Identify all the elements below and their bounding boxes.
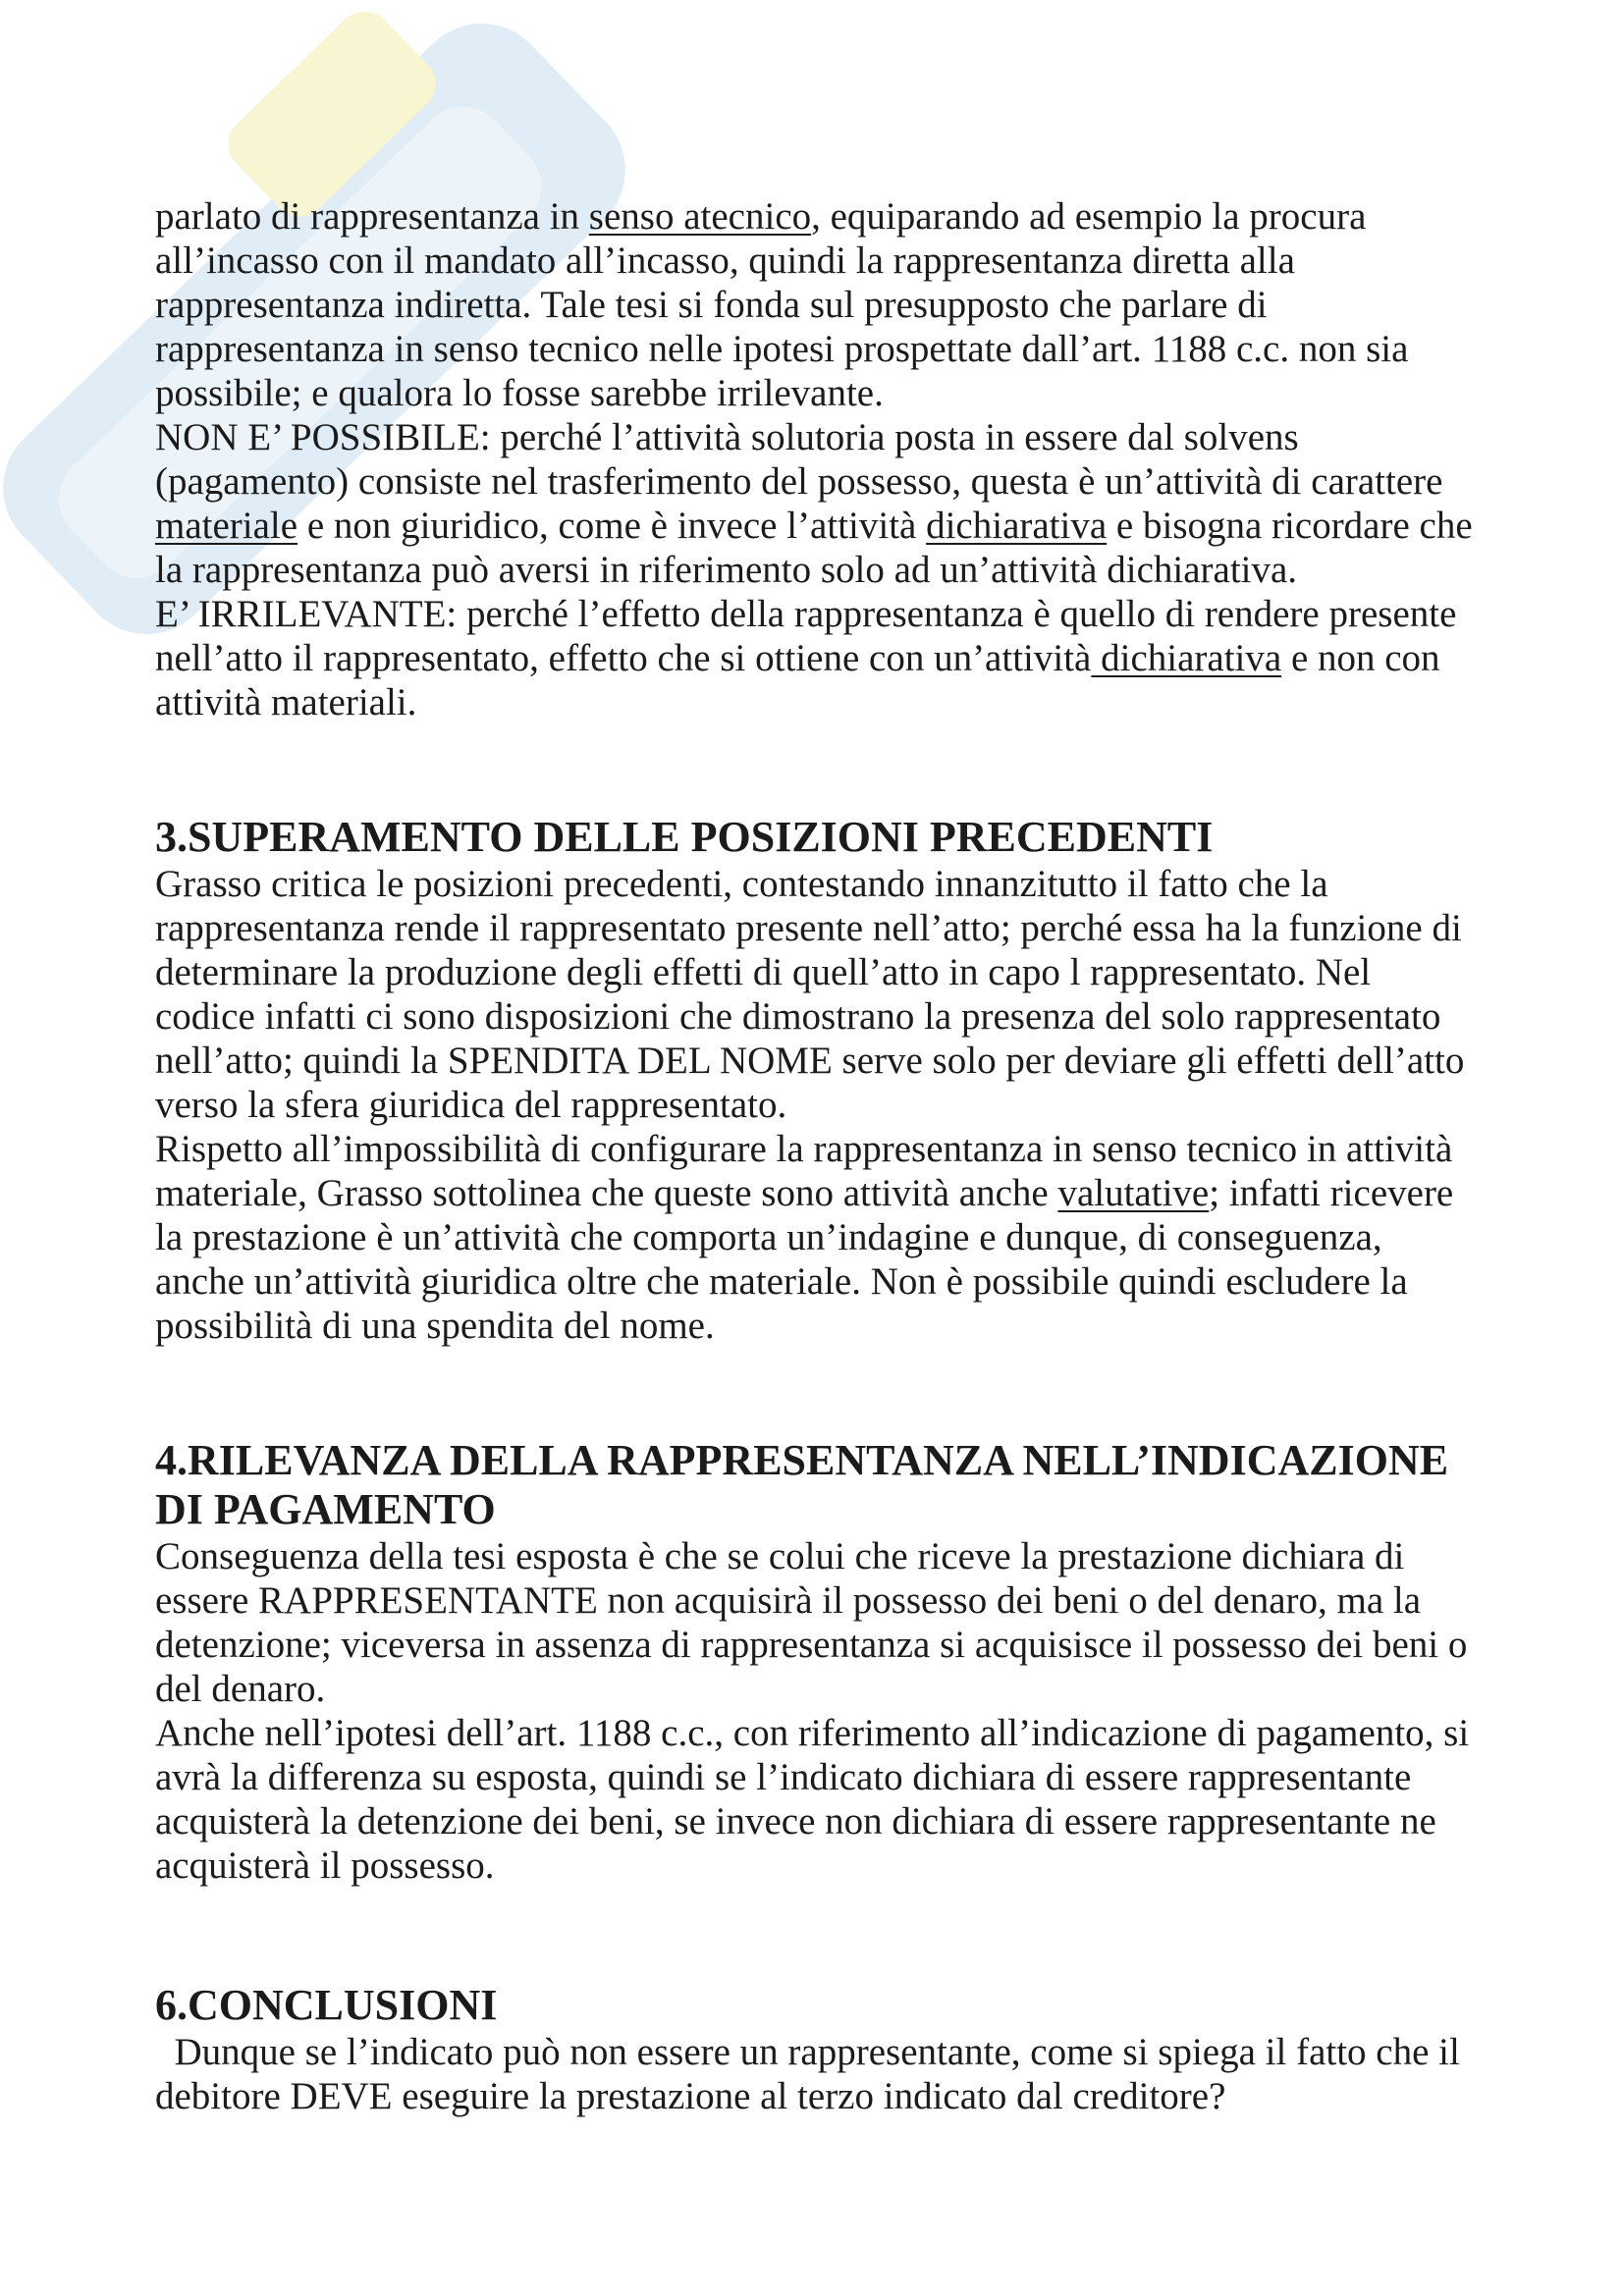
text-line: Grasso critica le posizioni precedenti, contestando innanzitutto il fatto che la (155, 863, 1328, 905)
section-heading (155, 813, 1569, 862)
section-body (155, 2030, 1569, 2118)
text-line: codice infatti ci sono disposizioni che dimostrano la presenza del solo rappresentato (155, 995, 1441, 1038)
text-line: rappresentanza rende il rappresentato presente nell’atto; perché essa ha la funzione di (155, 907, 1462, 949)
text-line (155, 194, 1569, 239)
text-line: del denaro. (155, 1668, 326, 1710)
text-line (155, 636, 1569, 680)
section-heading-line: DI PAGAMENTO (155, 1485, 496, 1533)
text-line: la rappresentanza può aversi in riferimento solo ad un’attività dichiarativa. (155, 549, 1298, 591)
text-line: possibilità di una spendita del nome. (155, 1305, 715, 1347)
text-line: la prestazione è un’attività che comporta un’indagine e dunque, di conseguenza, (155, 1216, 1382, 1258)
section-heading-line: 3.SUPERAMENTO DELLE POSIZIONI PRECEDENTI (155, 813, 1214, 861)
text-line: determinare la produzione degli effetti di quell’atto in capo l rappresentato. Nel (155, 951, 1372, 993)
text-segment: e bisogna ricordare che (1107, 505, 1473, 547)
underlined-text: senso atecnico (588, 195, 812, 238)
text-line: essere RAPPRESENTANTE non acquisirà il possesso dei beni o del denaro, ma la (155, 1579, 1422, 1622)
text-line: detenzione; viceversa in assenza di rappresentanza si acquisisce il possesso dei beni o (155, 1624, 1468, 1666)
text-line: verso la sfera giuridica del rappresentato. (155, 1084, 787, 1126)
text-segment: materiale, Grasso sottolinea che queste sono attività anche (155, 1172, 1058, 1214)
text-line: Rispetto all’impossibilità di configurare la rappresentanza in senso tecnico in attività (155, 1128, 1453, 1170)
text-segment: nell’atto il rappresentato, effetto che si ottiene con un’attività (155, 637, 1092, 679)
section-body (155, 862, 1569, 1348)
text-segment: parlato di rappresentanza in (155, 195, 589, 238)
text-line: rappresentanza in senso tecnico nelle ipotesi prospettate dall’art. 1188 c.c. non sia (155, 328, 1409, 370)
text-line: NON E’ POSSIBILE: perché l’attività solutoria posta in essere dal solvens (155, 416, 1299, 458)
section-heading (155, 1436, 1569, 1534)
underlined-text: dichiarativa (926, 505, 1108, 547)
text-line: Conseguenza della tesi esposta è che se colui che riceve la prestazione dichiara di (155, 1535, 1405, 1577)
text-line: attività materiali. (155, 681, 417, 723)
text-line (155, 1171, 1569, 1215)
text-segment: ; infatti ricevere (1209, 1172, 1454, 1214)
document-section (155, 194, 1569, 724)
underlined-text: dichiarativa (1091, 637, 1282, 679)
text-line: Dunque se l’indicato può non essere un rappresentante, come si spiega il fatto che il (174, 2031, 1460, 2073)
document-body (155, 194, 1569, 2118)
document-section (155, 1981, 1569, 2118)
text-line: all’incasso con il mandato all’incasso, quindi la rappresentanza diretta alla (155, 240, 1295, 282)
text-line: E’ IRRILEVANTE: perché l’effetto della rappresentanza è quello di rendere presente (155, 593, 1457, 635)
text-line: nell’atto; quindi la SPENDITA DEL NOME serve solo per deviare gli effetti dell’atto (155, 1040, 1465, 1082)
underlined-text: valutative (1057, 1172, 1210, 1214)
text-line: rappresentanza indiretta. Tale tesi si fonda sul presupposto che parlare di (155, 284, 1268, 326)
text-line: possibile; e qualora lo fosse sarebbe irrilevante. (155, 372, 884, 414)
section-heading-line: 4.RILEVANZA DELLA RAPPRESENTANZA NELL’INDICAZIONE (155, 1436, 1449, 1484)
section-heading (155, 1981, 1569, 2030)
section-body (155, 194, 1569, 724)
section-body (155, 1534, 1569, 1888)
text-line: debitore DEVE eseguire la prestazione al terzo indicato dal creditore? (155, 2075, 1226, 2117)
text-line (155, 504, 1569, 548)
document-section (155, 1436, 1569, 1888)
text-line: avrà la differenza su esposta, quindi se l’indicato dichiara di essere rappresentante (155, 1756, 1412, 1798)
text-line: (pagamento) consiste nel trasferimento del possesso, questa è un’attività di carattere (155, 460, 1443, 503)
text-line: anche un’attività giuridica oltre che materiale. Non è possibile quindi escludere la (155, 1260, 1408, 1303)
document-section (155, 813, 1569, 1348)
text-line: acquisterà il possesso. (155, 1844, 495, 1887)
text-segment: e non con (1281, 637, 1440, 679)
text-line: acquisterà la detenzione dei beni, se invece non dichiara di essere rappresentante ne (155, 1800, 1436, 1842)
text-line: Anche nell’ipotesi dell’art. 1188 c.c., con riferimento all’indicazione di pagamento, si (155, 1712, 1470, 1754)
underlined-text: materiale (155, 505, 298, 547)
text-segment: e non giuridico, come è invece l’attività (298, 505, 927, 547)
text-segment: , equiparando ad esempio la procura (811, 195, 1367, 238)
section-heading-line: 6.CONCLUSIONI (155, 1981, 498, 2029)
